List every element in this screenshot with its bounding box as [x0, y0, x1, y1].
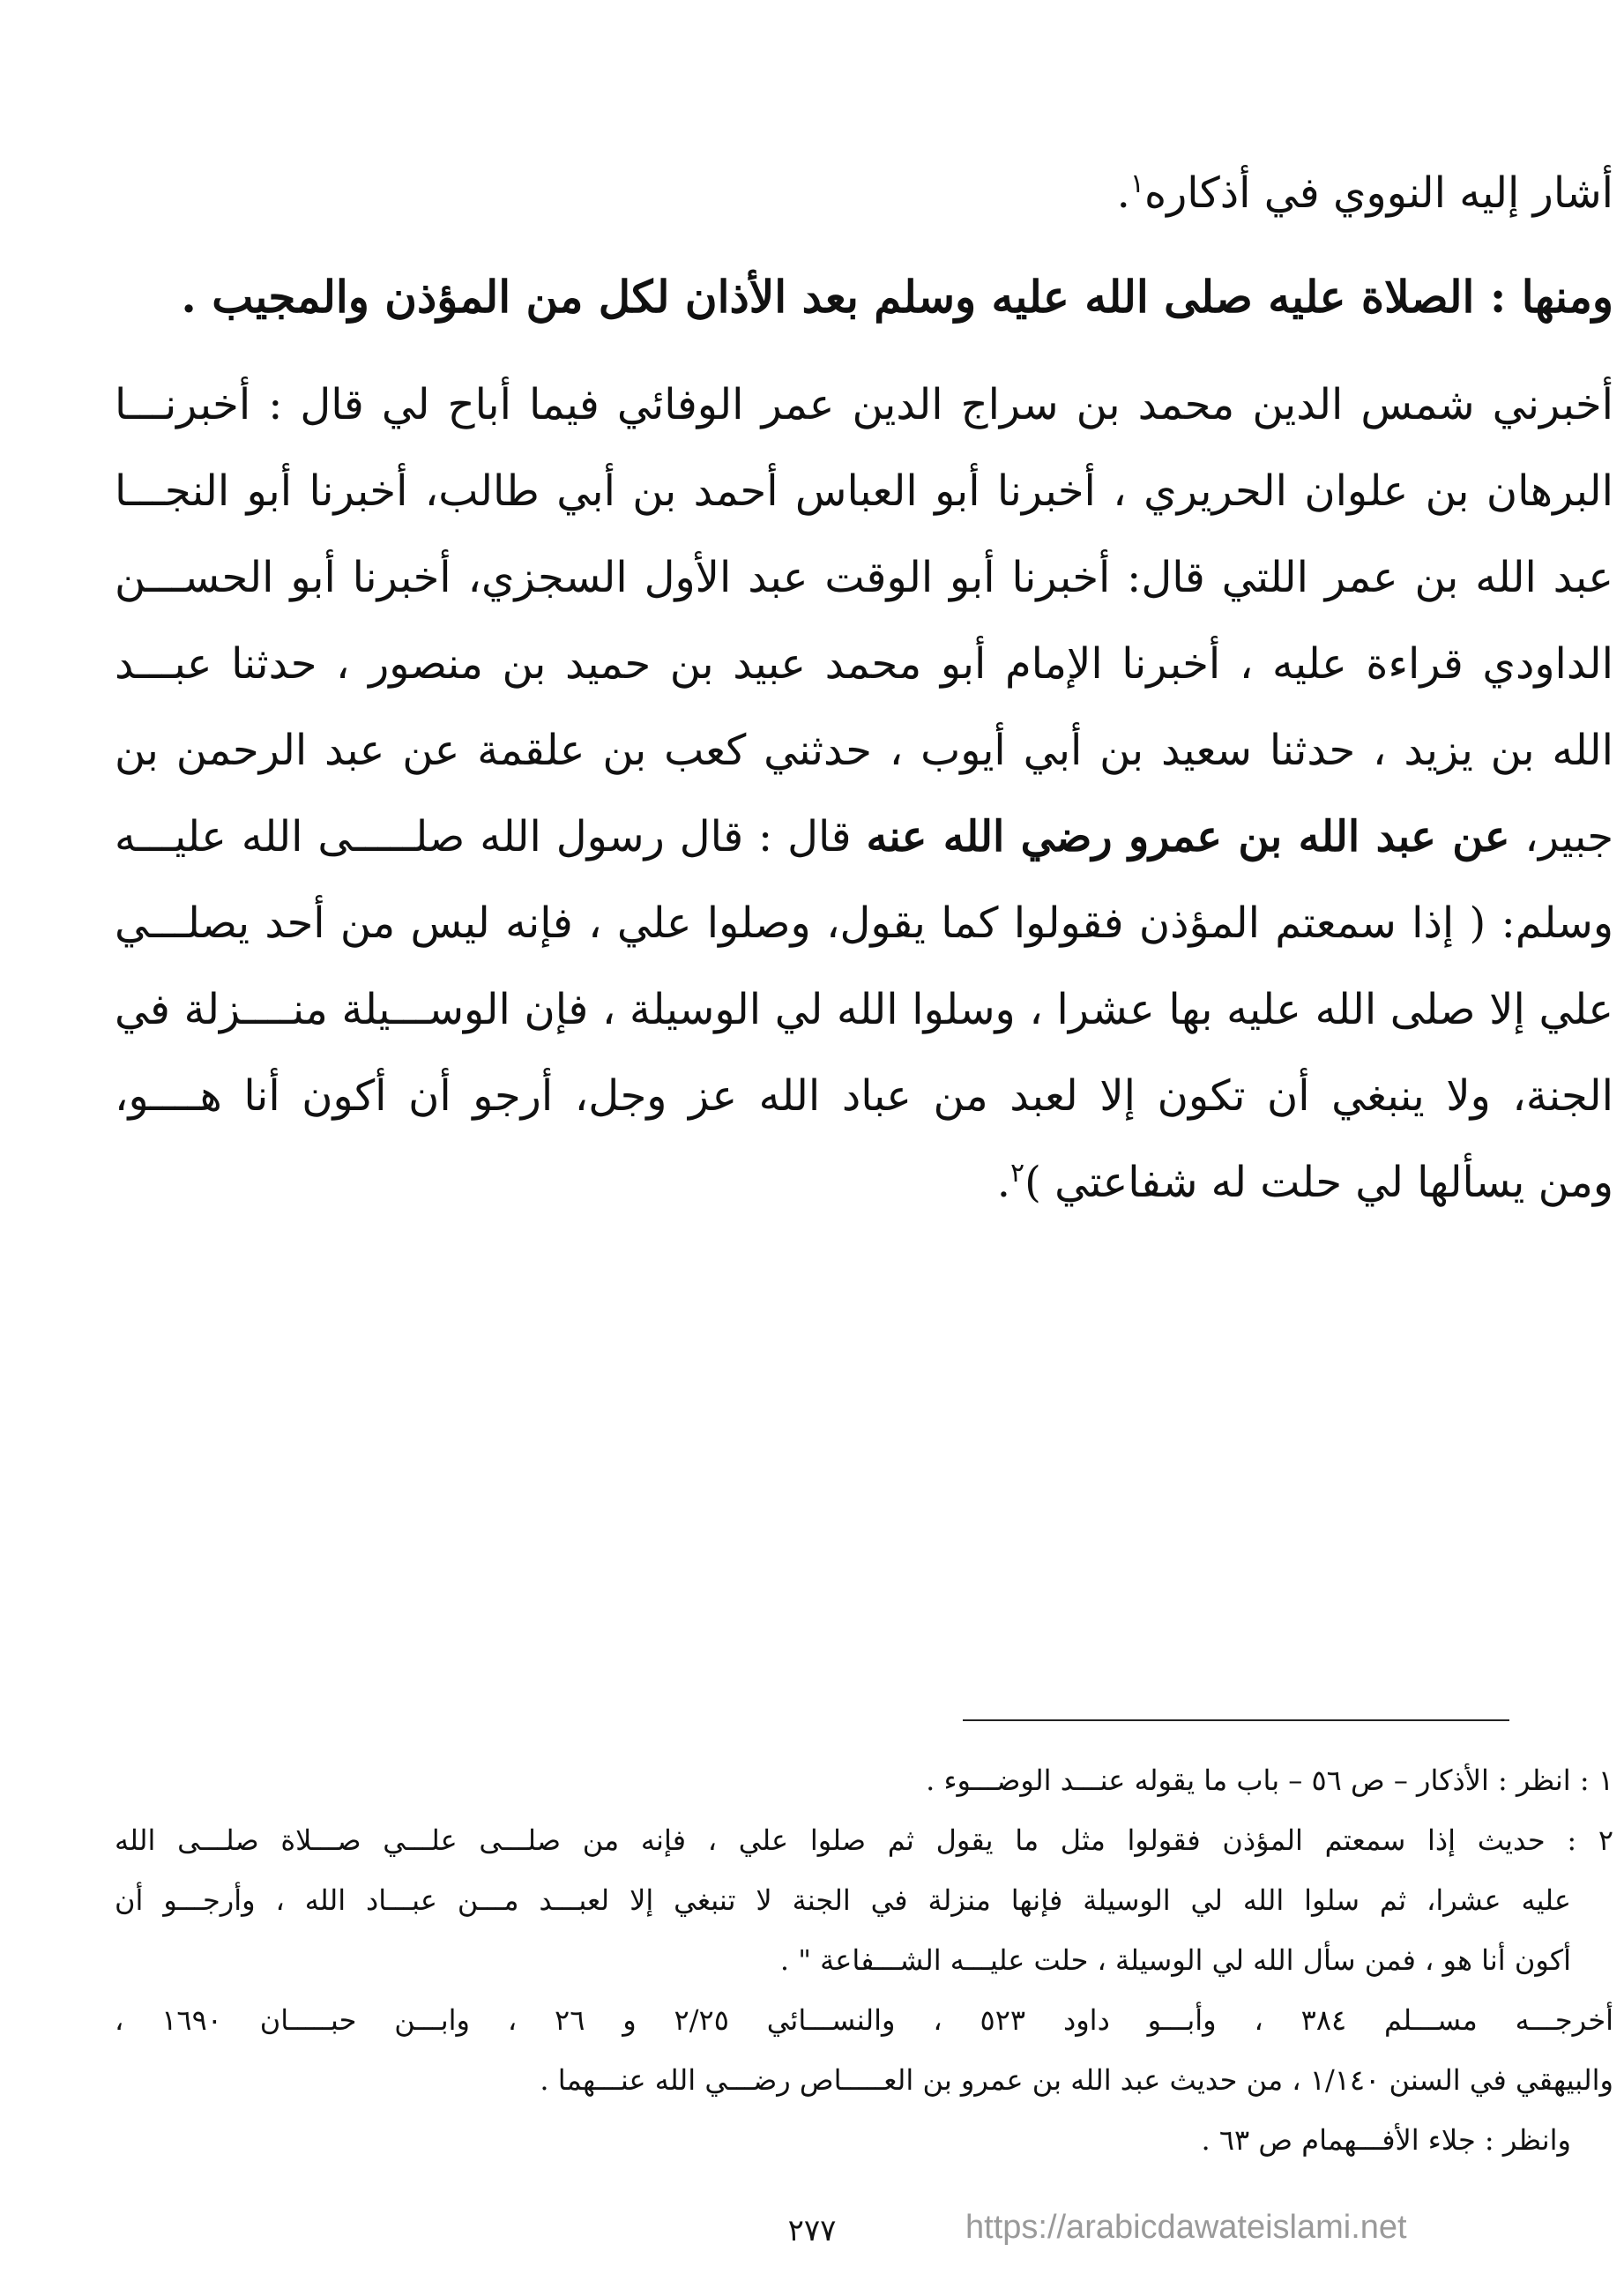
hadith-paragraph — [115, 362, 1613, 1226]
paragraph-line-8: علي إلا صلى الله عليه بها عشرا ، وسلوا الله لي الوسيلة ، فإن الوســـيلة منــــزلة في — [115, 985, 1613, 1034]
line-10-text: ومن يسألها لي حلت له شفاعتي ) — [1024, 1158, 1613, 1207]
footnote-divider — [963, 1719, 1509, 1721]
paragraph-line-3: عبد الله بن عمر اللتي قال: أخبرنا أبو الوقت عبد الأول السجزي، أخبرنا أبو الحســـن — [115, 553, 1613, 602]
paragraph-line-9: الجنة، ولا ينبغي أن تكون إلا لعبد من عباد الله عز وجل، أرجو أن أكون أنا هــــو، — [115, 1071, 1613, 1121]
page-number: ٢٧٧ — [787, 2213, 837, 2248]
intro-line — [115, 150, 1613, 236]
paragraph-line-7: وسلم: ( إذا سمعتم المؤذن فقولوا كما يقول، وصلوا علي ، فإنه ليس من أحد يصلـــي — [115, 898, 1613, 948]
paragraph-line-1: أخبرني شمس الدين محمد بن سراج الدين عمر الوفائي فيما أباح لي قال : أخبرنـــا — [115, 380, 1613, 429]
paragraph-line-4: الداودي قراءة عليه ، أخبرنا الإمام أبو محمد عبيد بن حميد بن منصور ، حدثنا عبـــد — [115, 639, 1613, 689]
section-heading: ومنها : الصلاة عليه صلى الله عليه وسلم بعد الأذان لكل من المؤذن والمجيب . — [181, 271, 1613, 323]
footnote-1: ١ : انظر : الأذكار – ص ٥٦ – باب ما يقوله عنـــد الوضـــوء . — [926, 1763, 1613, 1797]
footnote-2-line-3: أكون أنا هو ، فمن سأل الله لي الوسيلة ، حلت عليـــه الشـــفاعة " . — [779, 1943, 1571, 1977]
line-6-start: جبير، — [1524, 812, 1613, 861]
footnote-2-line-2: عليه عشرا، ثم سلوا الله لي الوسيلة فإنها منزلة في الجنة لا تنبغي إلا لعبـــد مـــن عبـــاد الله ، وأرجـــو أن — [115, 1883, 1571, 1917]
paragraph-line-5: الله بن يزيد ، حدثنا سعيد بن أبي أيوب ، حدثني كعب بن علقمة عن عبد الرحمن بن — [115, 726, 1613, 775]
intro-text: أشار إليه النووي في أذكاره — [1144, 168, 1613, 218]
footnote-2-line-1: ٢ : حديث إذا سمعتم المؤذن فقولوا مثل ما يقول ثم صلوا علي ، فإنه من صلـــى علـــي صـــلاة صلـــى الله — [115, 1823, 1613, 1857]
footnote-ref-2[interactable]: ٢ — [1010, 1158, 1025, 1189]
watermark: https://arabicdawateislami.net — [965, 2209, 1407, 2246]
footnote-ref-1[interactable]: ١ — [1129, 168, 1144, 199]
footnotes — [115, 1750, 1613, 2170]
line-6-end: قال : قال رسول الله صلـــــى الله عليـــه — [115, 812, 852, 861]
paragraph-line-10 — [115, 1139, 1613, 1226]
paragraph-line-6 — [115, 794, 1613, 880]
paragraph-line-2: البرهان بن علوان الحريري ، أخبرنا أبو العباس أحمد بن أبي طالب، أخبرنا أبو النجـــا — [115, 466, 1613, 516]
footnote-3-line-1: أخرجـــه مســـلم ٣٨٤ ، وأبـــو داود ٥٢٣ ، والنســـائي ٢/٢٥ و ٢٦ ، وابـــن حبـــــان ١٦٩٠ ، — [115, 2003, 1613, 2037]
main-text — [115, 150, 1613, 1226]
intro-end: . — [1116, 168, 1130, 218]
line-10-end: . — [996, 1158, 1011, 1207]
footnote-4: وانظر : جلاء الأفـــهمام ص ٦٣ . — [1201, 2123, 1571, 2157]
footnote-3-line-2: والبيهقي في السنن ١/١٤٠ ، من حديث عبد الله بن عمرو بن العـــــاص رضـــي الله عنـــهما . — [540, 2063, 1613, 2097]
narrator-bold: عن عبد الله بن عمرو رضي الله عنه — [866, 812, 1510, 861]
